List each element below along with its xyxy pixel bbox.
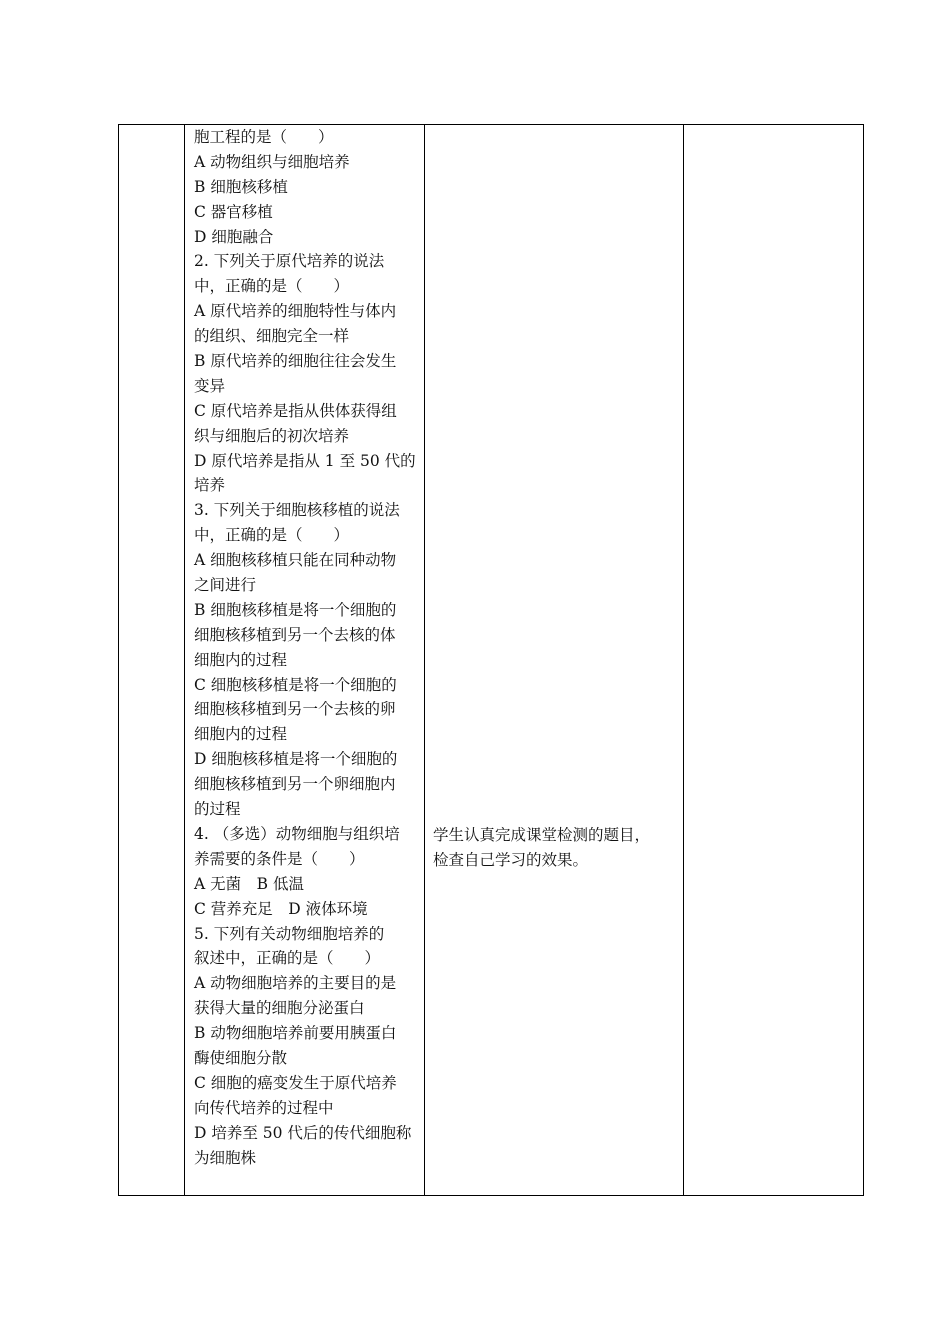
question-text-line: 细胞内的过程 — [194, 725, 288, 744]
question-text-line: B 细胞核移植 — [194, 177, 288, 196]
activity-text-line: 检查自己学习的效果。 — [433, 850, 589, 869]
question-text-line: D 培养至 50 代后的传代细胞称 — [194, 1123, 412, 1142]
question-text-line: 4. （多选）动物细胞与组织培 — [194, 824, 400, 843]
question-text-line: 获得大量的细胞分泌蛋白 — [194, 999, 365, 1018]
column-divider-2 — [424, 125, 425, 1195]
question-text-line: C 营养充足 D 液体环境 — [194, 899, 368, 918]
question-text-line: 向传代培养的过程中 — [194, 1098, 334, 1117]
question-text-line: 织与细胞后的初次培养 — [194, 426, 350, 445]
question-text-line: A 原代培养的细胞特性与体内 — [194, 302, 397, 321]
question-text-line: A 动物组织与细胞培养 — [194, 152, 350, 171]
question-text-line: C 器官移植 — [194, 202, 273, 221]
question-text-line: 细胞核移植到另一个去核的体 — [194, 625, 396, 644]
question-text-line: 变异 — [194, 376, 226, 395]
question-text-line: 叙述中，正确的是（ ） — [194, 949, 381, 968]
question-text-line: 培养 — [194, 476, 226, 495]
question-text-line: 细胞内的过程 — [194, 650, 288, 669]
question-text-line: D 细胞融合 — [194, 227, 274, 246]
question-text-line: B 原代培养的细胞往往会发生 — [194, 352, 397, 371]
column-divider-3 — [683, 125, 684, 1195]
question-text-line: 为细胞株 — [194, 1148, 257, 1167]
question-text-line: 胞工程的是（ ） — [194, 128, 334, 146]
question-text-line: A 动物细胞培养的主要目的是 — [194, 974, 397, 993]
question-text-line: 酶使细胞分散 — [194, 1048, 288, 1067]
question-text-line: B 动物细胞培养前要用胰蛋白 — [194, 1024, 397, 1043]
question-text-line: 中，正确的是（ ） — [194, 277, 350, 296]
question-text-line: A 细胞核移植只能在同种动物 — [194, 551, 397, 570]
question-text-line: 之间进行 — [194, 576, 257, 595]
student-activity-description — [433, 823, 650, 873]
question-text-line: D 原代培养是指从 1 至 50 代的 — [194, 451, 416, 470]
question-text-line: C 细胞的癌变发生于原代培养 — [194, 1073, 397, 1092]
question-text-line: 2. 下列关于原代培养的说法 — [194, 252, 385, 271]
activity-text-line: 学生认真完成课堂检测的题目， — [433, 826, 651, 844]
question-text-line: 养需要的条件是（ ） — [194, 849, 365, 868]
question-text-line: A 无菌 B 低温 — [194, 874, 304, 893]
question-text-line: C 细胞核移植是将一个细胞的 — [194, 675, 397, 694]
question-text-line: D 细胞核移植是将一个细胞的 — [194, 750, 398, 769]
question-text-line: 3. 下列关于细胞核移植的说法 — [194, 501, 400, 520]
column-divider-1 — [184, 125, 185, 1195]
lesson-table — [118, 124, 864, 1196]
question-text-line: B 细胞核移植是将一个细胞的 — [194, 600, 397, 619]
question-text-line: 5. 下列有关动物细胞培养的 — [194, 924, 385, 943]
question-text-line: C 原代培养是指从供体获得组 — [194, 401, 397, 420]
question-text-line: 细胞核移植到另一个去核的卵 — [194, 700, 396, 719]
classroom-test-questions — [194, 125, 416, 1170]
question-text-line: 的过程 — [194, 800, 241, 819]
question-text-line: 的组织、细胞完全一样 — [194, 327, 350, 346]
question-text-line: 中，正确的是（ ） — [194, 526, 350, 545]
question-text-line: 细胞核移植到另一个卵细胞内 — [194, 775, 396, 794]
